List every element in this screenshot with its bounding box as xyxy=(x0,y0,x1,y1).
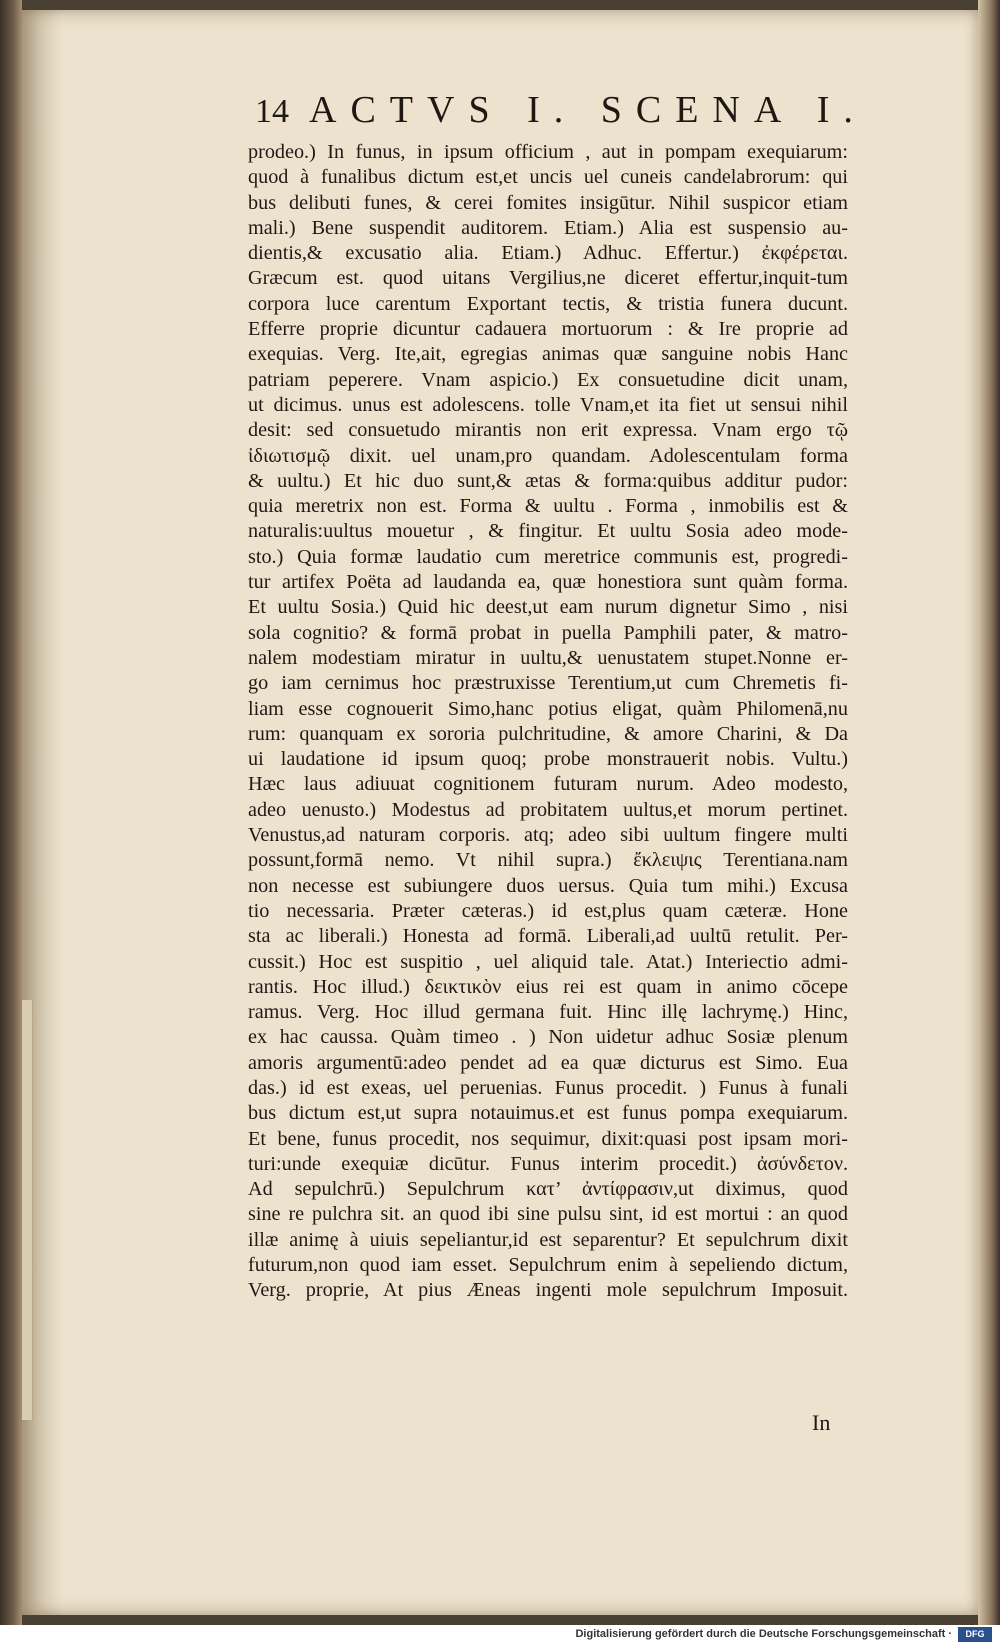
footer-bar xyxy=(0,1625,1000,1645)
text-line: ui laudatione id ipsum quoq; probe monstrauerit nobis. Vultu.) xyxy=(248,748,848,771)
text-line: quod à funalibus dictum est,et uncis uel cuneis candelabrorum: qui xyxy=(248,166,848,189)
text-line: bus dictum est,ut supra notauimus.et est funus pompa exequiarum. xyxy=(248,1102,848,1125)
text-line: exequias. Verg. Ite,ait, egregias animas quæ sanguine nobis Hanc xyxy=(248,343,848,366)
text-line: Efferre proprie dicuntur cadauera mortuorum : & Ire proprie ad xyxy=(248,318,848,341)
text-line: cussit.) Hoc est suspitio , uel aliquid tale. Atat.) Interiectio admi- xyxy=(248,950,848,973)
text-line: possunt,formā nemo. Vt nihil supra.) ἔκλειψις Terentiana.nam xyxy=(248,849,848,872)
text-line: patriam peperere. Vnam aspicio.) Ex consuetudine dicit unam, xyxy=(248,368,848,391)
page-tab-edge xyxy=(22,1000,33,1420)
text-line: & uultu.) Et hic duo sunt,& ætas & forma:quibus additur pudor: xyxy=(248,469,848,492)
text-line: futurum,non quod iam esset. Sepulchrum enim à sepeliendo dictum, xyxy=(248,1254,848,1277)
page-number: 14 xyxy=(255,93,289,130)
text-line: ex hac caussa. Quàm timeo . ) Non uidetur adhuc Sosiæ plenum xyxy=(248,1026,848,1049)
text-line: sola cognitio? & formā probat in puella Pamphili pater, & matro- xyxy=(248,621,848,644)
text-line: dientis,& excusatio alia. Etiam.) Adhuc. Effertur.) ἐκφέρεται. xyxy=(248,242,848,265)
text-line: corpora luce carentum Exportant tectis, & tristia funera ducunt. xyxy=(248,292,848,315)
dfg-logo-icon: DFG xyxy=(958,1627,992,1642)
text-line: ut dicimus. unus est adolescens. tolle Vnam,et ita fiet ut sensui nihil xyxy=(248,393,848,416)
book-edge-left xyxy=(0,0,22,1625)
book-edge-right xyxy=(978,0,1000,1625)
text-line: illæ animę à uiuis sepeliantur,id est separentur? Et sepulchrum dixit xyxy=(248,1228,848,1251)
text-line: sta ac liberali.) Honesta ad formā. Liberali,ad uultū retulit. Per- xyxy=(248,925,848,948)
text-line: prodeo.) In funus, in ipsum officium , aut in pompam exequiarum: xyxy=(248,141,848,163)
text-line: desit: sed consuetudo mirantis non erit expressa. Vnam ergo τῷ xyxy=(248,419,848,442)
text-line: go iam cernimus hoc præstruxisse Terentium,ut cum Chremetis fi- xyxy=(248,672,848,695)
text-line: ἰδιωτισμῷ dixit. uel unam,pro quandam. Adolescentulam forma xyxy=(248,444,848,467)
text-line: Verg. proprie, At pius Æneas ingenti mole sepulchrum Imposuit. xyxy=(248,1279,848,1302)
text-line: tio necessaria. Præter cæteras.) id est,plus quam cæteræ. Hone xyxy=(248,899,848,922)
text-line: adeo uenusto.) Modestus ad probitatem uultus,et morum pertinet. xyxy=(248,798,848,821)
running-title: ACTVS I. SCENA I. xyxy=(309,89,867,131)
catchword: In xyxy=(812,1410,831,1435)
text-line: Et bene, funus procedit, nos sequimur, dixit:quasi post ipsam mori- xyxy=(248,1127,848,1150)
text-line: das.) id est exeas, uel peruenias. Funus procedit. ) Funus à funali xyxy=(248,1076,848,1099)
text-line: quia meretrix non est. Forma & uultu . Forma , inmobilis est & xyxy=(248,495,848,518)
text-line: amoris argumentū:adeo pendet ad ea quæ dicturus est Simo. Eua xyxy=(248,1051,848,1074)
text-line: ramus. Verg. Hoc illud germana fuit. Hinc illę lachrymę.) Hinc, xyxy=(248,1001,848,1024)
text-line: turi:unde exequiæ dicūtur. Funus interim procedit.) ἀσύνδετον. xyxy=(248,1152,848,1175)
text-line: liam esse cognouerit Simo,hanc potius eligat, quàm Philomenā,nu xyxy=(248,697,848,720)
text-line: mali.) Bene suspendit auditorem. Etiam.) Alia est suspensio au- xyxy=(248,216,848,239)
text-line: rantis. Hoc illud.) δεικτικὸν eius rei est quam in animo cōcepe xyxy=(248,975,848,998)
funding-notice: Digitalisierung gefördert durch die Deutsche Forschungsgemeinschaft · xyxy=(575,1628,952,1640)
text-line: nalem modestiam miratur in uultu,& uenustatem stupet.Nonne er- xyxy=(248,646,848,669)
text-line: Et uultu Sosia.) Quid hic deest,ut eam nurum dignetur Simo , nisi xyxy=(248,596,848,619)
text-line: Hæc laus adiuuat cognitionem futuram nurum. Adeo modesto, xyxy=(248,773,848,796)
text-line: tur artifex Poëta ad laudanda ea, quæ honestiora sunt quàm forma. xyxy=(248,571,848,594)
text-line: sine re pulchra sit. an quod ibi sine pulsu sint, id est mortui : an quod xyxy=(248,1203,848,1226)
text-line: rum: quanquam ex sororia pulchritudine, & amore Charini, & Da xyxy=(248,722,848,745)
running-header xyxy=(255,88,867,136)
text-line: sto.) Quia formæ laudatio cum meretrice communis est, progredi- xyxy=(248,545,848,568)
commentary-text xyxy=(248,140,848,1304)
text-line: non necesse est subiungere duos uersus. Quia tum mihi.) Excusa xyxy=(248,874,848,897)
text-line: bus delibuti funes, & cerei fomites insigūtur. Nihil suspicor etiam xyxy=(248,191,848,214)
text-line: Græcum est. quod uitans Vergilius,ne diceret effertur,inquit-tum xyxy=(248,267,848,290)
text-line: naturalis:uultus mouetur , & fingitur. Et uultu Sosia adeo mode- xyxy=(248,520,848,543)
text-line: Venustus,ad naturam corporis. atq; adeo sibi uultum fingere multi xyxy=(248,824,848,847)
text-line: Ad sepulchrū.) Sepulchrum κατ’ ἀντίφρασιν,ut diximus, quod xyxy=(248,1178,848,1201)
